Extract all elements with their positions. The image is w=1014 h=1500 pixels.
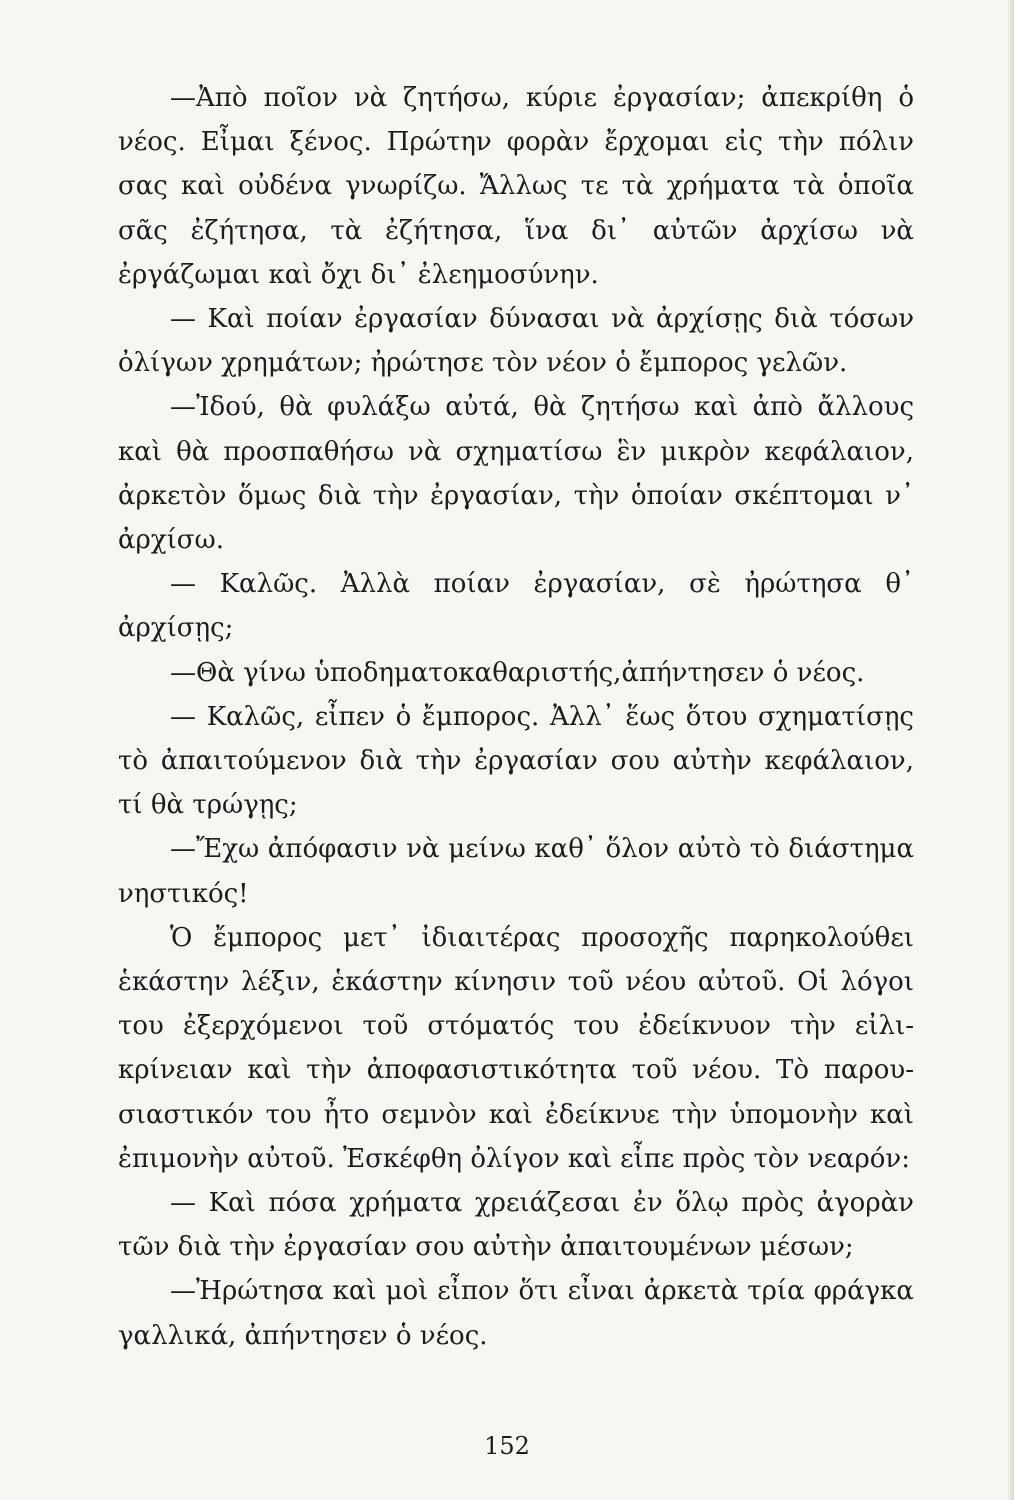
paragraph: —Ἔχω ἀπόφασιν νὰ μείνω καθ᾽ ὅλον αὐτὸ τὸ διάστημα νηστικός!: [118, 834, 914, 909]
paragraph: —Ἰδού, θὰ φυλάξω αὐτά, θὰ ζητήσω καὶ ἀπὸ ἄλλους καὶ θὰ προσπαθήσω νὰ σχηματίσω ἓν μικρὸν κεφάλαιον, ἀρκετὸν ὅμως διὰ τὴν ἐργασίαν, τὴν ὁποίαν σκέπτομαι ν᾽ ἀρχίσω.: [118, 392, 914, 556]
paragraph: — Καὶ πόσα χρήματα χρειάζεσαι ἐν ὅλῳ πρὸς ἀγορὰν τῶν διὰ τὴν ἐργασίαν σου αὐτὴν ἀπαιτουμένων μέσων;: [118, 1188, 914, 1263]
paragraph: — Καὶ ποίαν ἐργασίαν δύνασαι νὰ ἀρχίσῃς διὰ τόσων ὀλίγων χρημάτων; ἠρώτησε τὸν νέον ὁ ἔμπορος γελῶν.: [118, 304, 914, 379]
page-edge-shadow: [1008, 0, 1014, 1500]
paragraph: —Ἠρώτησα καὶ μοὶ εἶπον ὅτι εἶναι ἀρκετὰ τρία φράγκα γαλλικά, ἀπήντησεν ὁ νέος.: [118, 1276, 914, 1351]
body-text: [118, 76, 914, 1358]
paragraph: Ὁ ἔμπορος μετ᾽ ἰδιαιτέρας προσοχῆς παρηκολούθει ἑκάστην λέξιν, ἑκάστην κίνησιν τοῦ νέου αὐτοῦ. Οἱ λόγοι του ἐξερχόμενοι τοῦ στόματός του ἐδείκνυον τὴν εἰλικρίνειαν καὶ τὴν ἀποφασιστικότητα τοῦ νέου. Τὸ παρουσιαστικόν του ἦτο σεμνὸν καὶ ἐδείκνυε τὴν ὑπομονὴν καὶ ἐπιμονὴν αὐτοῦ. Ἐσκέφθη ὀλίγον καὶ εἶπε πρὸς τὸν νεαρόν:: [118, 922, 914, 1174]
paragraph: —Ἀπὸ ποῖον νὰ ζητήσω, κύριε ἐργασίαν; ἀπεκρίθη ὁ νέος. Εἶμαι ξένος. Πρώτην φορὰν ἔρχομαι εἰς τὴν πόλιν σας καὶ οὐδένα γνωρίζω. Ἄλλως τε τὰ χρήματα τὰ ὁποῖα σᾶς ἐζήτησα, τὰ ἐζήτησα, ἵνα δι᾽ αὐτῶν ἀρχίσω νὰ ἐργάζωμαι καὶ ὄχι δι᾽ ἐλεημοσύνην.: [118, 83, 914, 290]
paragraph: —Θὰ γίνω ὑποδηματοκαθαριστής,ἀπήντησεν ὁ νέος.: [170, 657, 865, 688]
paragraph: — Καλῶς, εἶπεν ὁ ἔμπορος. Ἀλλ᾽ ἕως ὅτου σχηματίσῃς τὸ ἀπαιτούμενον διὰ τὴν ἐργασίαν σου αὐτὴν κεφάλαιον, τί θὰ τρώγῃς;: [118, 701, 914, 821]
page-number: 152: [484, 1432, 530, 1460]
paragraph: — Καλῶς. Ἀλλὰ ποίαν ἐργασίαν, σὲ ἠρώτησα θ᾽ ἀρχίσῃς;: [118, 569, 914, 644]
